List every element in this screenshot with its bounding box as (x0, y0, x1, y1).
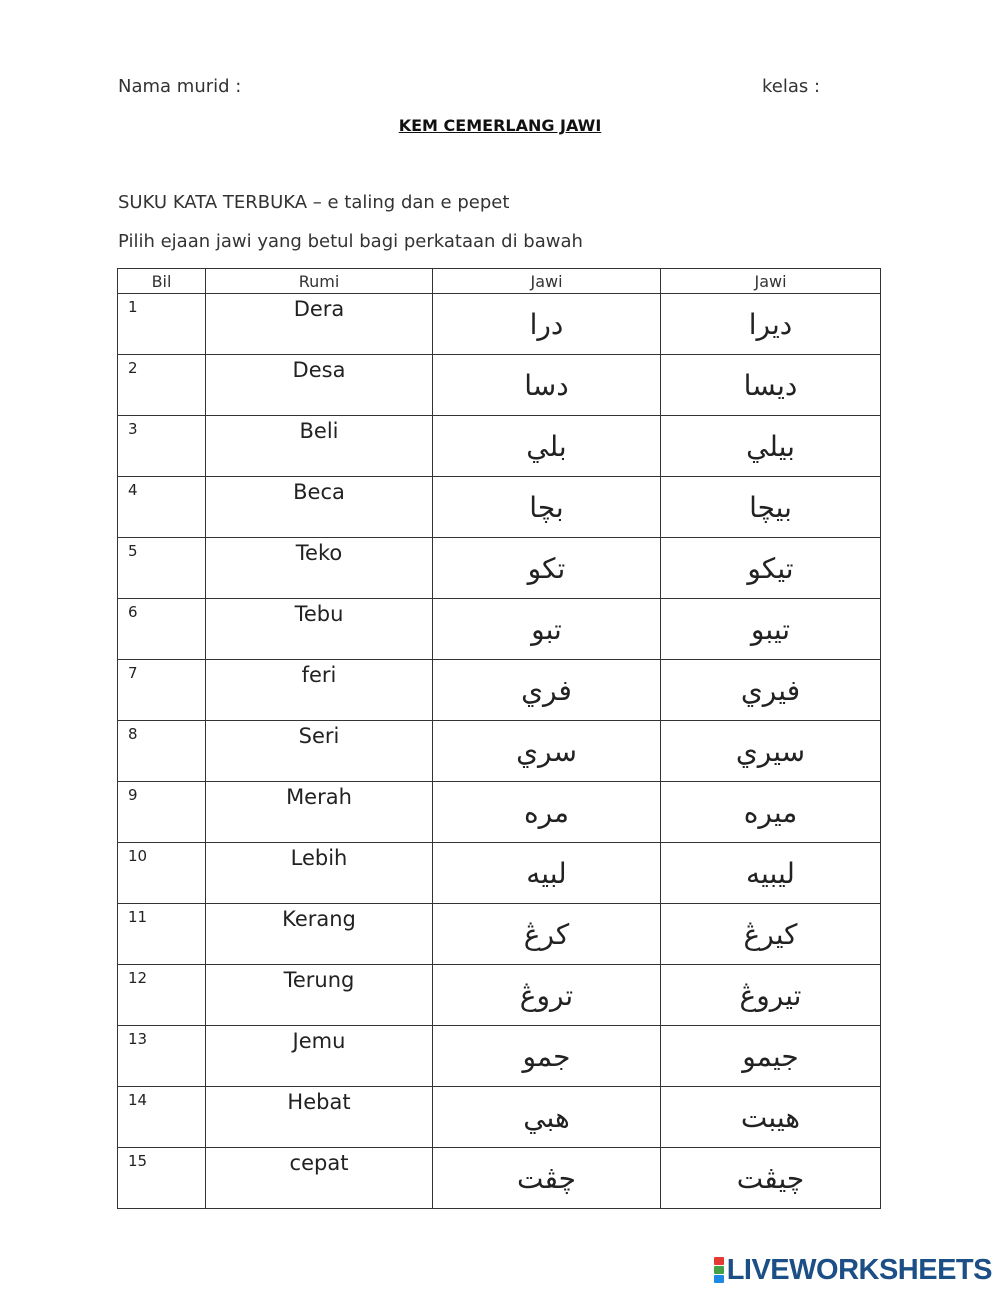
spelling-table (117, 268, 881, 1209)
header-bil: Bil (118, 269, 206, 294)
jawi-option-1[interactable]: تبو (433, 599, 661, 660)
jawi-option-2[interactable]: كيرڠ (661, 904, 881, 965)
rumi-word: Lebih (206, 843, 433, 904)
jawi-option-2[interactable]: جيمو (661, 1026, 881, 1087)
row-number: 10 (118, 843, 206, 904)
rumi-word: Teko (206, 538, 433, 599)
page-title: KEM CEMERLANG JAWI (398, 116, 602, 135)
rumi-word: Kerang (206, 904, 433, 965)
jawi-option-2[interactable]: بيچا (661, 477, 881, 538)
table-header-row (118, 269, 881, 294)
table-row (118, 782, 881, 843)
row-number: 15 (118, 1148, 206, 1209)
table-row (118, 477, 881, 538)
jawi-option-1[interactable]: جمو (433, 1026, 661, 1087)
header-jawi-1: Jawi (433, 269, 661, 294)
row-number: 12 (118, 965, 206, 1026)
table-row (118, 538, 881, 599)
jawi-option-1[interactable]: هبي (433, 1087, 661, 1148)
table-row (118, 965, 881, 1026)
jawi-option-1[interactable]: بچا (433, 477, 661, 538)
row-number: 2 (118, 355, 206, 416)
table-row (118, 416, 881, 477)
row-number: 7 (118, 660, 206, 721)
jawi-option-2[interactable]: فيري (661, 660, 881, 721)
row-number: 4 (118, 477, 206, 538)
rumi-word: Seri (206, 721, 433, 782)
subtitle: SUKU KATA TERBUKA – e taling dan e pepet (118, 192, 510, 213)
logo-text: LIVEWORKSHEETS (726, 1253, 992, 1286)
jawi-option-1[interactable]: فري (433, 660, 661, 721)
header-rumi: Rumi (206, 269, 433, 294)
jawi-option-2[interactable]: سيري (661, 721, 881, 782)
student-name-label: Nama murid : (118, 76, 242, 97)
row-number: 14 (118, 1087, 206, 1148)
rumi-word: Merah (206, 782, 433, 843)
rumi-word: Hebat (206, 1087, 433, 1148)
jawi-option-1[interactable]: سري (433, 721, 661, 782)
row-number: 3 (118, 416, 206, 477)
rumi-word: Beca (206, 477, 433, 538)
jawi-option-1[interactable]: دسا (433, 355, 661, 416)
row-number: 13 (118, 1026, 206, 1087)
jawi-option-2[interactable]: چيڤت (661, 1148, 881, 1209)
jawi-option-1[interactable]: كرڠ (433, 904, 661, 965)
jawi-option-1[interactable]: مره (433, 782, 661, 843)
jawi-option-2[interactable]: تيبو (661, 599, 881, 660)
rumi-word: Beli (206, 416, 433, 477)
row-number: 1 (118, 294, 206, 355)
rumi-word: Terung (206, 965, 433, 1026)
row-number: 6 (118, 599, 206, 660)
table-row (118, 1026, 881, 1087)
liveworksheets-logo (714, 1255, 992, 1285)
jawi-option-1[interactable]: درا (433, 294, 661, 355)
jawi-option-1[interactable]: چڤت (433, 1148, 661, 1209)
jawi-option-1[interactable]: تروڠ (433, 965, 661, 1026)
jawi-option-2[interactable]: هيبت (661, 1087, 881, 1148)
rumi-word: Tebu (206, 599, 433, 660)
table-row (118, 721, 881, 782)
jawi-option-1[interactable]: لبيه (433, 843, 661, 904)
row-number: 11 (118, 904, 206, 965)
row-number: 8 (118, 721, 206, 782)
table-row (118, 294, 881, 355)
jawi-option-1[interactable]: بلي (433, 416, 661, 477)
table-row (118, 904, 881, 965)
jawi-option-2[interactable]: بيلي (661, 416, 881, 477)
logo-blocks-icon (714, 1257, 724, 1283)
jawi-option-2[interactable]: تيروڠ (661, 965, 881, 1026)
row-number: 5 (118, 538, 206, 599)
rumi-word: feri (206, 660, 433, 721)
instruction: Pilih ejaan jawi yang betul bagi perkataan di bawah (118, 231, 583, 252)
rumi-word: Jemu (206, 1026, 433, 1087)
table-row (118, 1087, 881, 1148)
header-jawi-2: Jawi (661, 269, 881, 294)
rumi-word: cepat (206, 1148, 433, 1209)
class-label: kelas : (762, 76, 821, 97)
jawi-option-1[interactable]: تكو (433, 538, 661, 599)
table-row (118, 660, 881, 721)
rumi-word: Dera (206, 294, 433, 355)
table-row (118, 599, 881, 660)
jawi-option-2[interactable]: ليبيه (661, 843, 881, 904)
table-row (118, 355, 881, 416)
table-row (118, 843, 881, 904)
row-number: 9 (118, 782, 206, 843)
rumi-word: Desa (206, 355, 433, 416)
jawi-option-2[interactable]: ميره (661, 782, 881, 843)
jawi-option-2[interactable]: تيكو (661, 538, 881, 599)
jawi-option-2[interactable]: ديسا (661, 355, 881, 416)
jawi-option-2[interactable]: ديرا (661, 294, 881, 355)
table-row (118, 1148, 881, 1209)
